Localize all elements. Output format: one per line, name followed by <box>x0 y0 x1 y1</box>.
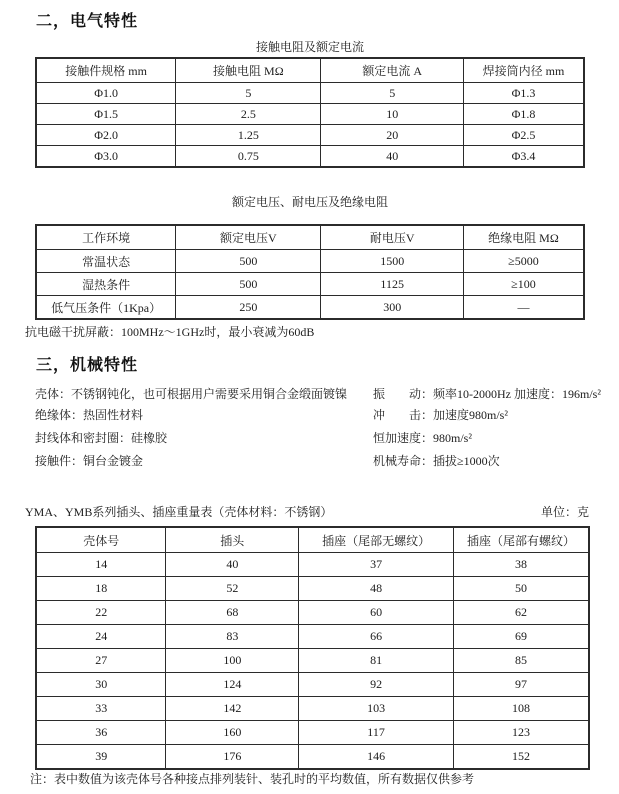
table-header-row <box>36 58 584 83</box>
cell: Φ2.5 <box>463 125 584 146</box>
cell: 62 <box>454 601 590 625</box>
section-electrical-title: 二，电气特性 <box>36 13 139 30</box>
spec-vibration: 振 动：频率10-2000Hz 加速度：196m/s² <box>373 387 601 401</box>
column-header: 绝缘电阻 MΩ <box>463 225 584 250</box>
cell: 68 <box>166 601 299 625</box>
cell: 83 <box>166 625 299 649</box>
cell: 37 <box>299 553 454 577</box>
column-header: 焊接筒内径 mm <box>463 58 584 83</box>
cell: 40 <box>321 146 463 168</box>
table-row <box>36 721 589 745</box>
cell: 50 <box>454 577 590 601</box>
spec-acceleration: 恒加速度：980m/s² <box>373 431 472 445</box>
cell: 2.5 <box>176 104 321 125</box>
cell: 1125 <box>321 273 463 296</box>
table-row <box>36 273 584 296</box>
cell: 22 <box>36 601 166 625</box>
cell: 176 <box>166 745 299 770</box>
section-mechanical-title: 三，机械特性 <box>36 357 139 374</box>
cell: 60 <box>299 601 454 625</box>
table-row <box>36 553 589 577</box>
cell: 10 <box>321 104 463 125</box>
contact-table-caption: 接触电阻及额定电流 <box>255 40 364 54</box>
cell: 97 <box>454 673 590 697</box>
table-row <box>36 250 584 273</box>
table-row <box>36 673 589 697</box>
cell: 66 <box>299 625 454 649</box>
cell: 103 <box>299 697 454 721</box>
cell: 36 <box>36 721 166 745</box>
cell: 0.75 <box>176 146 321 168</box>
cell: 14 <box>36 553 166 577</box>
spec-seal: 封线体和密封圈：硅橡胶 <box>35 431 168 445</box>
column-header: 插座（尾部无螺纹） <box>299 527 454 553</box>
column-header: 插座（尾部有螺纹） <box>454 527 590 553</box>
table-row <box>36 625 589 649</box>
cell: 38 <box>454 553 590 577</box>
cell: 123 <box>454 721 590 745</box>
cell: 146 <box>299 745 454 770</box>
cell: 18 <box>36 577 166 601</box>
table-row <box>36 601 589 625</box>
cell: 92 <box>299 673 454 697</box>
cell: 100 <box>166 649 299 673</box>
cell: Φ1.8 <box>463 104 584 125</box>
cell: 52 <box>166 577 299 601</box>
cell: Φ1.0 <box>36 83 176 104</box>
cell: 5 <box>176 83 321 104</box>
cell: 48 <box>299 577 454 601</box>
cell: Φ2.0 <box>36 125 176 146</box>
column-header: 耐电压V <box>321 225 463 250</box>
cell: ≥100 <box>463 273 584 296</box>
column-header: 额定电流 A <box>321 58 463 83</box>
cell: 低气压条件（1Kpa） <box>36 296 176 320</box>
column-header: 接触电阻 MΩ <box>176 58 321 83</box>
spec-contact: 接触件：铜台金镀金 <box>35 454 144 468</box>
cell: 85 <box>454 649 590 673</box>
cell: 湿热条件 <box>36 273 176 296</box>
spec-insulator: 绝缘体：热固性材料 <box>35 408 144 422</box>
spec-shock: 冲 击：加速度980m/s² <box>373 408 508 422</box>
column-header: 接触件规格 mm <box>36 58 176 83</box>
column-header: 壳体号 <box>36 527 166 553</box>
cell: 300 <box>321 296 463 320</box>
cell: Φ3.4 <box>463 146 584 168</box>
cell: 500 <box>176 273 321 296</box>
cell: 27 <box>36 649 166 673</box>
cell: 81 <box>299 649 454 673</box>
column-header: 工作环境 <box>36 225 176 250</box>
cell: 142 <box>166 697 299 721</box>
table-row <box>36 104 584 125</box>
weight-table <box>35 526 590 770</box>
footnote: 注：表中数值为该壳体号各种接点排列装针、装孔时的平均数值，所有数据仅供参考 <box>30 772 475 786</box>
cell: 5 <box>321 83 463 104</box>
cell: Φ3.0 <box>36 146 176 168</box>
cell: 250 <box>176 296 321 320</box>
cell: 117 <box>299 721 454 745</box>
weight-table-title: YMA、YMB系列插头、插座重量表（壳体材料：不锈钢） <box>25 505 333 519</box>
table-row <box>36 697 589 721</box>
cell: 108 <box>454 697 590 721</box>
cell: Φ1.3 <box>463 83 584 104</box>
cell: 124 <box>166 673 299 697</box>
cell: — <box>463 296 584 320</box>
table-row <box>36 745 589 770</box>
cell: 20 <box>321 125 463 146</box>
cell: 500 <box>176 250 321 273</box>
contact-resistance-table <box>35 57 585 168</box>
cell: ≥5000 <box>463 250 584 273</box>
cell: 常温状态 <box>36 250 176 273</box>
voltage-insulation-table <box>35 224 585 320</box>
voltage-table-caption: 额定电压、耐电压及绝缘电阻 <box>231 195 388 209</box>
table-row <box>36 577 589 601</box>
cell: 30 <box>36 673 166 697</box>
table-header-row <box>36 527 589 553</box>
table-row <box>36 296 584 320</box>
cell: 33 <box>36 697 166 721</box>
cell: 69 <box>454 625 590 649</box>
column-header: 额定电压V <box>176 225 321 250</box>
table-row <box>36 649 589 673</box>
cell: 160 <box>166 721 299 745</box>
cell: 1.25 <box>176 125 321 146</box>
cell: 40 <box>166 553 299 577</box>
unit-label: 单位：克 <box>540 505 589 519</box>
table-row <box>36 125 584 146</box>
cell: 1500 <box>321 250 463 273</box>
cell: 152 <box>454 745 590 770</box>
column-header: 插头 <box>166 527 299 553</box>
table-row <box>36 83 584 104</box>
spec-shell: 壳体：不锈钢钝化，也可根据用户需要采用铜合金缎面镀镍 <box>35 387 348 401</box>
cell: 24 <box>36 625 166 649</box>
table-row <box>36 146 584 168</box>
cell: Φ1.5 <box>36 104 176 125</box>
table-header-row <box>36 225 584 250</box>
emi-shielding-note: 抗电磁干扰屏蔽：100MHz～1GHz时，最小衰减为60dB <box>25 325 315 339</box>
cell: 39 <box>36 745 166 770</box>
spec-mech-life: 机械寿命：插拔≥1000次 <box>373 454 500 468</box>
